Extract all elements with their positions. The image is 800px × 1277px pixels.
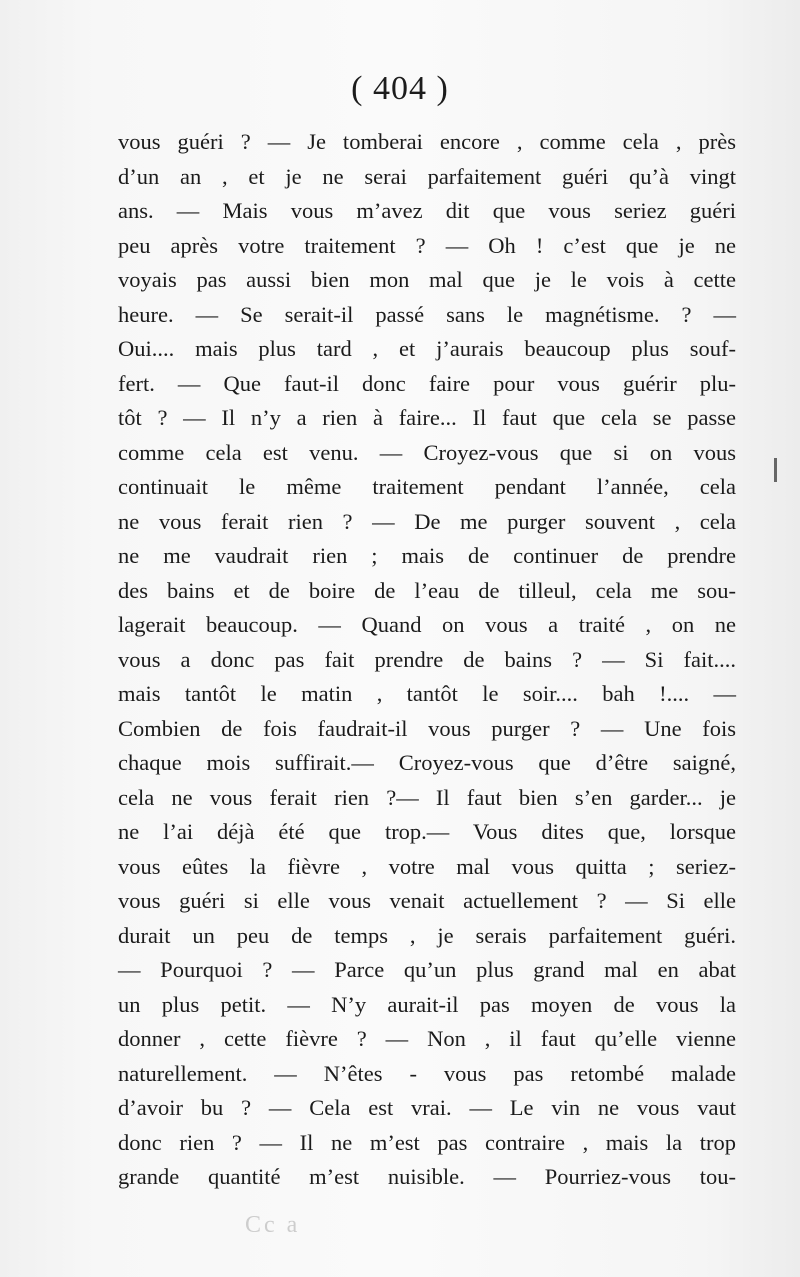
text-line: comme cela est venu. — Croyez-vous que si on vous bbox=[118, 439, 736, 465]
text-line: d’avoir bu ? — Cela est vrai. — Le vin ne vous vaut bbox=[118, 1095, 736, 1120]
text-line: tôt ? — Il n’y a rien à faire... Il faut que cela se passe bbox=[118, 405, 736, 430]
text-line: Oui.... mais plus tard , et j’aurais beaucoup plus souf- bbox=[118, 336, 736, 361]
text-line: vous a donc pas fait prendre de bains ? — Si fait.... bbox=[118, 646, 736, 672]
text-line: grande quantité m’est nuisible. — Pourriez-vous tou- bbox=[118, 1164, 736, 1189]
text-line: continuait le même traitement pendant l’année, cela bbox=[118, 474, 736, 499]
catchword-bleedthrough: Cc a bbox=[245, 1212, 301, 1238]
text-line: heure. — Se serait-il passé sans le magnétisme. ? — bbox=[118, 301, 736, 327]
page-number: ( 404 ) bbox=[351, 70, 449, 107]
text-line: voyais pas aussi bien mon mal que je le vois à cette bbox=[118, 267, 736, 292]
text-line: fert. — Que faut-il donc faire pour vous guérir plu- bbox=[118, 370, 736, 396]
text-line: d’un an , et je ne serai parfaitement guéri qu’à vingt bbox=[118, 163, 736, 189]
text-line: ne vous ferait rien ? — De me purger souvent , cela bbox=[118, 508, 736, 534]
text-line: donner , cette fièvre ? — Non , il faut qu’elle vienne bbox=[118, 1026, 736, 1051]
text-line: — Pourquoi ? — Parce qu’un plus grand mal en abat bbox=[118, 957, 736, 982]
text-line: vous eûtes la fièvre , votre mal vous quitta ; seriez- bbox=[118, 853, 736, 879]
text-line: donc rien ? — Il ne m’est pas contraire , mais la trop bbox=[118, 1129, 736, 1155]
text-line: chaque mois suffirait.— Croyez-vous que d’être saigné, bbox=[118, 750, 736, 775]
text-line: ans. — Mais vous m’avez dit que vous seriez guéri bbox=[118, 198, 736, 223]
text-line: un plus petit. — N’y aurait-il pas moyen de vous la bbox=[118, 991, 736, 1017]
text-line: peu après votre traitement ? — Oh ! c’est que je ne bbox=[118, 232, 736, 258]
text-line: naturellement. — N’êtes - vous pas retombé malade bbox=[118, 1060, 736, 1086]
margin-mark bbox=[774, 458, 777, 482]
text-line: mais tantôt le matin , tantôt le soir.... bah !.... — bbox=[118, 681, 736, 706]
text-line: cela ne vous ferait rien ?— Il faut bien s’en garder... je bbox=[118, 784, 736, 810]
text-line: ne l’ai déjà été que trop.— Vous dites que, lorsque bbox=[118, 819, 736, 844]
text-line: des bains et de boire de l’eau de tilleul, cela me sou- bbox=[118, 577, 736, 603]
text-line: durait un peu de temps , je serais parfaitement guéri. bbox=[118, 922, 736, 948]
text-line: ne me vaudrait rien ; mais de continuer de prendre bbox=[118, 543, 736, 568]
text-line: vous guéri si elle vous venait actuellement ? — Si elle bbox=[118, 888, 736, 913]
text-line: vous guéri ? — Je tomberai encore , comme cela , près bbox=[118, 129, 736, 154]
text-line: Combien de fois faudrait-il vous purger ? — Une fois bbox=[118, 715, 736, 741]
body-text bbox=[118, 125, 736, 1195]
text-line: lagerait beaucoup. — Quand on vous a traité , on ne bbox=[118, 612, 736, 637]
